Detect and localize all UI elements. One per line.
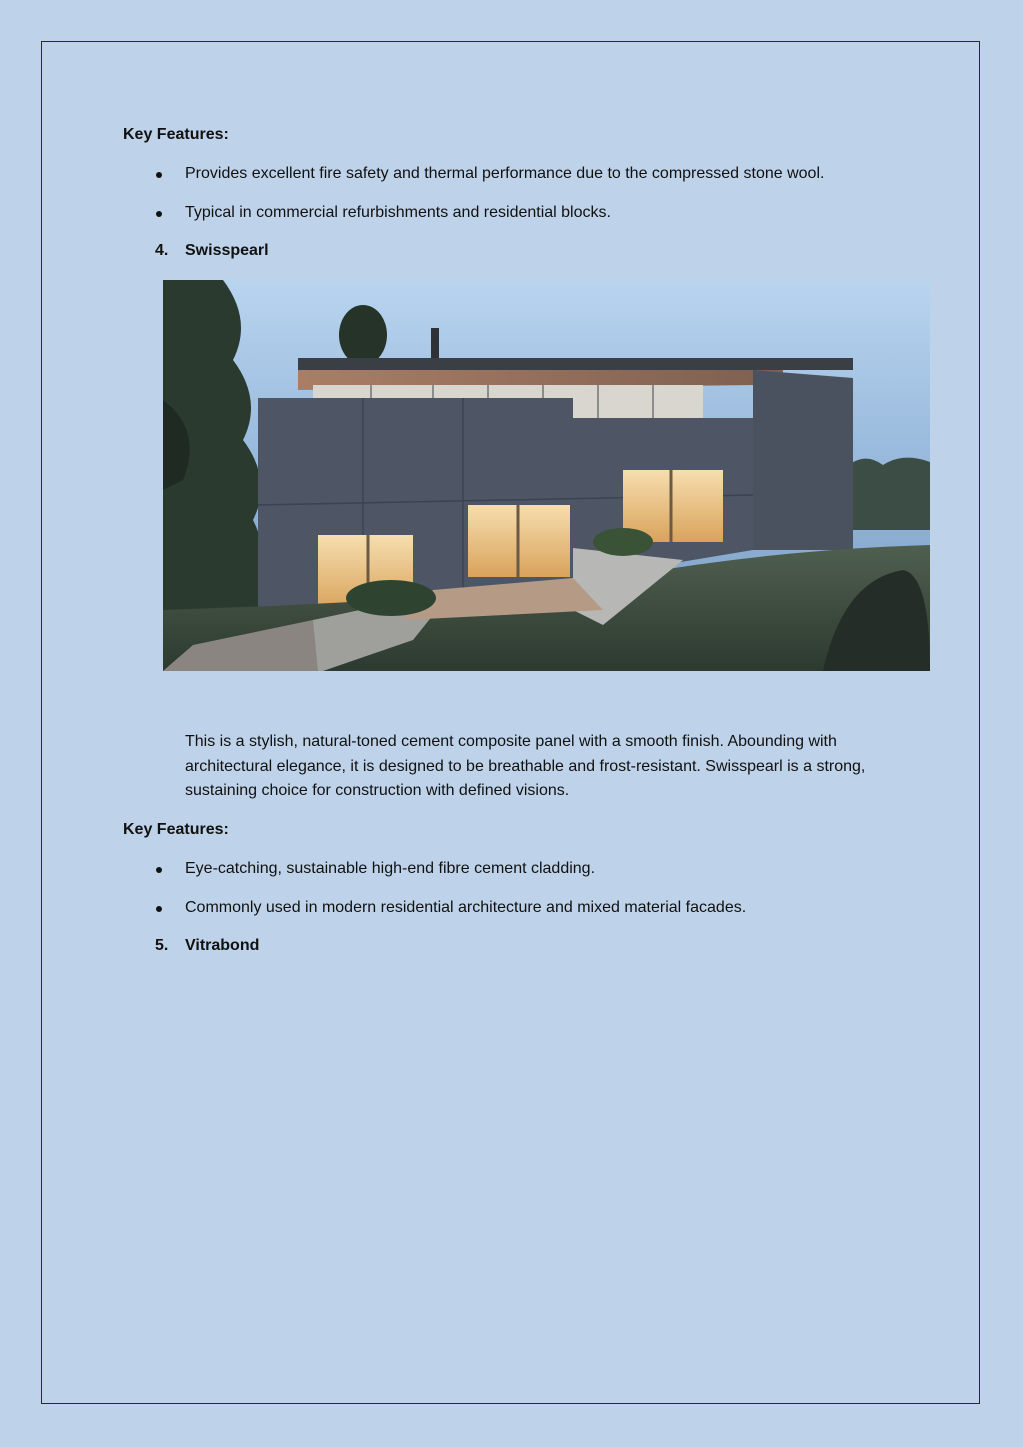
feature-bullet: Eye-catching, sustainable high-end fibre cement cladding.	[185, 860, 596, 877]
house-photo	[163, 280, 930, 671]
item-title: Vitrabond	[185, 937, 260, 954]
list-number: 4.	[155, 242, 169, 259]
bullet-dot	[156, 172, 162, 178]
description-paragraph: This is a stylish, natural-toned cement composite panel with a smooth finish. Abounding with architectural elegance, it is designed to be breathable and frost-resistant. Swisspearl is a strong, sustaining choice for construction with defined visions.	[185, 733, 866, 799]
feature-bullet: Commonly used in modern residential architecture and mixed material facades.	[185, 899, 747, 916]
feature-bullet: Provides excellent fire safety and thermal performance due to the compressed stone wool.	[185, 165, 825, 182]
list-number: 5.	[155, 937, 169, 954]
bullet-dot	[156, 867, 162, 873]
page-frame	[41, 41, 980, 1404]
bullet-dot	[156, 906, 162, 912]
key-features-heading: Key Features:	[123, 821, 229, 838]
bullet-dot	[156, 211, 162, 217]
feature-bullet: Typical in commercial refurbishments and residential blocks.	[185, 204, 611, 221]
key-features-heading: Key Features:	[123, 126, 229, 143]
item-title: Swisspearl	[185, 242, 269, 259]
